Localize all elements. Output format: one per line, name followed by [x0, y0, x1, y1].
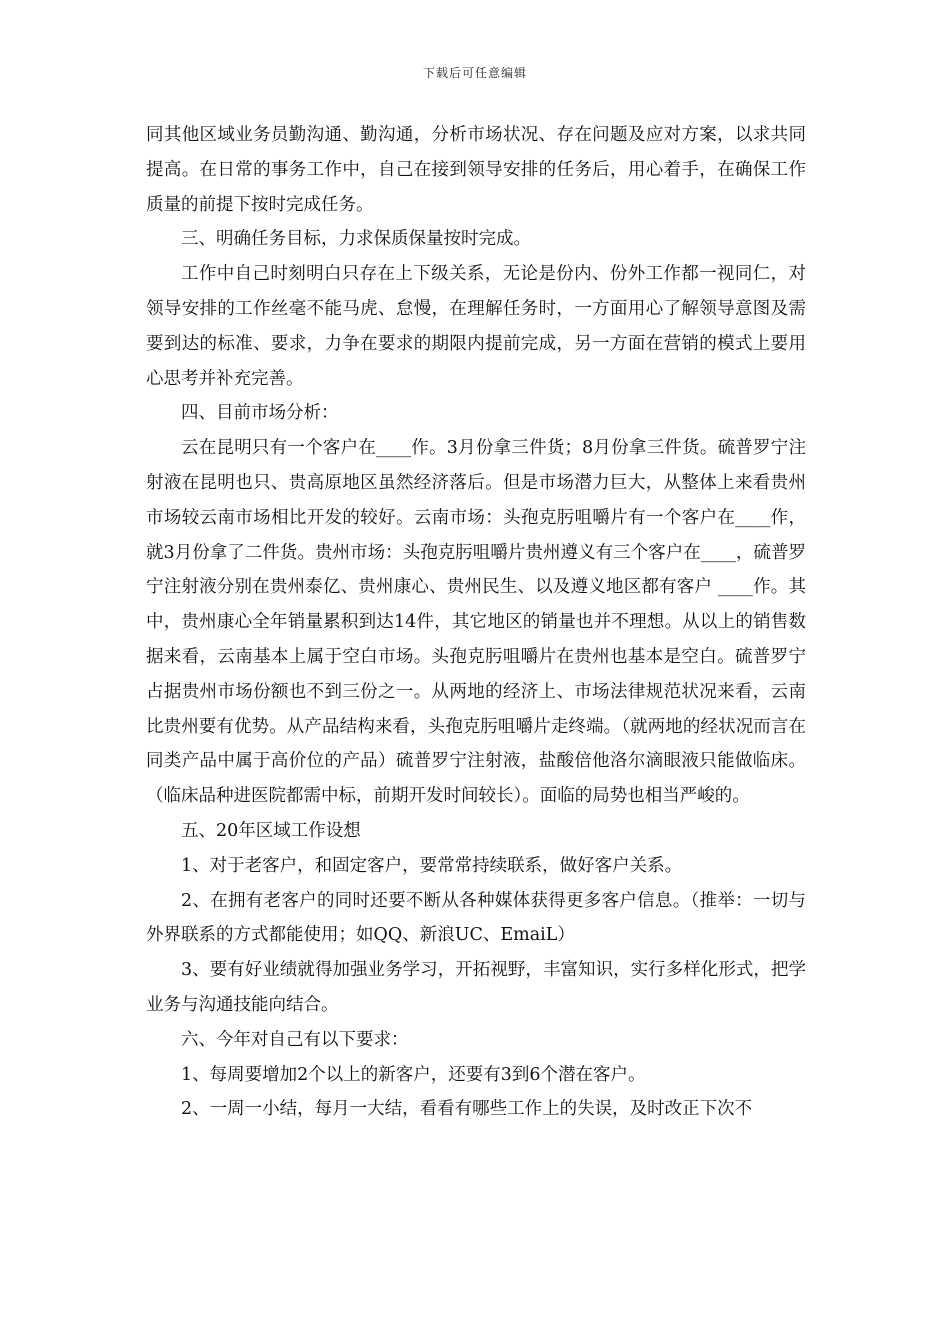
list-item: 2、在拥有老客户的同时还要不断从各种媒体获得更多客户信息。（推举：一切与外界联系的方式都能使用；如QQ、新浪UC、EmaiL） [146, 890, 806, 946]
section-heading: 三、明确任务目标，力求保质保量按时完成。 [181, 229, 531, 250]
list-item: 1、对于老客户，和固定客户，要常常持续联系，做好客户关系。 [181, 855, 683, 876]
list-item: 3、要有好业绩就得加强业务学习，开拓视野，丰富知识，实行多样化形式，把学业务与沟通技能向结合。 [146, 960, 806, 1015]
document-body [146, 118, 806, 1127]
page-header: 下载后可任意编辑 [422, 66, 527, 80]
section-heading: 四、目前市场分析： [181, 403, 339, 424]
list-item: 2、一周一小结，每月一大结，看看有哪些工作上的失误，及时改正下次不 [181, 1099, 753, 1120]
paragraph: 同其他区域业务员勤沟通、勤沟通，分析市场状况、存在问题及应对方案，以求共同提高。在日常的事务工作中，自己在接到领导安排的任务后，用心着手，在确保工作质量的前提下按时完成任务。 [146, 125, 806, 215]
section-heading: 六、今年对自己有以下要求： [181, 1029, 409, 1050]
section-heading: 五、20年区域工作设想 [181, 820, 361, 841]
paragraph: 工作中自己时刻明白只存在上下级关系，无论是份内、份外工作都一视同仁，对领导安排的工作丝毫不能马虎、怠慢，在理解任务时，一方面用心了解领导意图及需要到达的标准、要求，力争在要求的期限内提前完成，另一方面在营销的模式上要用心思考并补充完善。 [146, 264, 806, 389]
paragraph: 云在昆明只有一个客户在____作。3月份拿三件货；8月份拿三件货。硫普罗宁注射液在昆明也只、贵高原地区虽然经济落后。但是市场潜力巨大，从整体上来看贵州市场较云南市场相比开发的较好。云南市场：头孢克肟咀嚼片有一个客户在____作，就3月份拿了二件货。贵州市场：头孢克肟咀嚼片贵州遵义有三个客户在____，硫普罗宁注射液分别在贵州泰亿、贵州康心、贵州民生、以及遵义地区都有客户 ____作。其中，贵州康心全年销量累积到达14件，其它地区的销量也并不理想。从以上的销售数据来看，云南基本上属于空白市场。头孢克肟咀嚼片在贵州也基本是空白。硫普罗宁占据贵州市场份额也不到三份之一。从两地的经济上、市场法律规范状况来看，云南比贵州要有优势。从产品结构来看，头孢克肟咀嚼片走终端。（就两地的经状况而言在同类产品中属于高价位的产品）硫普罗宁注射液，盐酸倍他洛尔滴眼液只能做临床。（临床品种进医院都需中标，前期开发时间较长）。面临的局势也相当严峻的。 [146, 438, 806, 807]
list-item: 1、每周要增加2个以上的新客户，还要有3到6个潜在客户。 [181, 1064, 646, 1085]
